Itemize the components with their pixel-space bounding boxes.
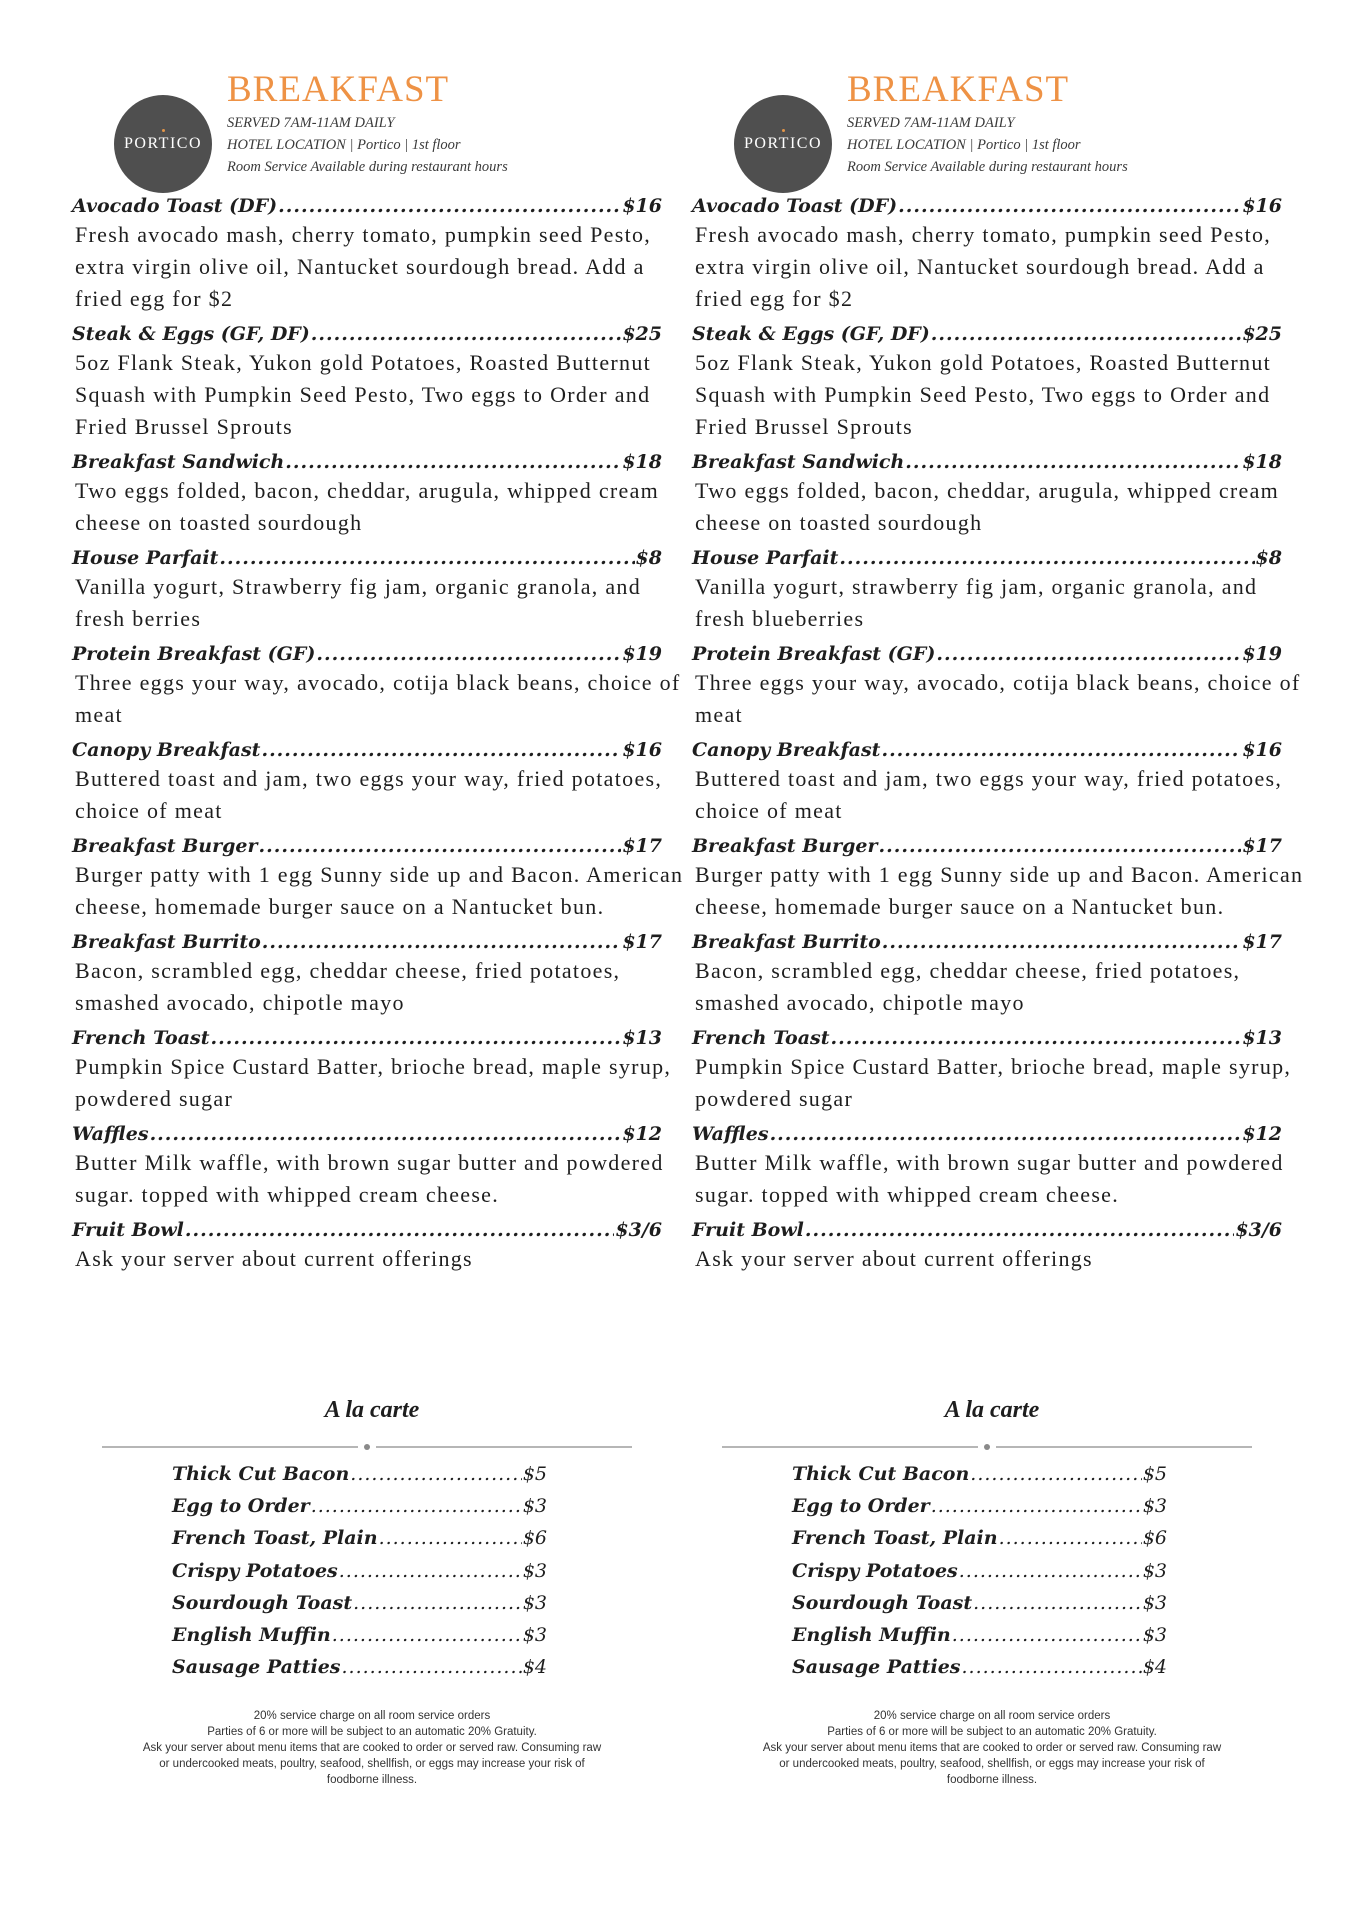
alacarte-name: English Muffin: [172, 1624, 331, 1647]
dot-leader: [278, 193, 621, 219]
dot-leader: [379, 1522, 522, 1554]
item-description: Fresh avocado mash, cherry tomato, pumpkin seed Pesto, extra virgin olive oil, Nantucket sourdough bread. Add a fried egg for $2: [75, 222, 652, 311]
dot-leader: [261, 737, 621, 763]
menu-item-heading: [692, 1025, 1282, 1051]
menu-item-heading: [692, 321, 1282, 347]
header-info-line: SERVED 7AM-11AM DAILY: [227, 115, 395, 131]
dot-leader: [999, 1522, 1142, 1554]
alacarte-price: $5: [522, 1463, 547, 1485]
dot-leader: [353, 1587, 522, 1619]
alacarte-name: Crispy Potatoes: [172, 1559, 338, 1582]
menu-header: [227, 68, 508, 178]
section-divider: [722, 1437, 1252, 1447]
item-price: $18: [622, 451, 662, 473]
dot-leader: [931, 1490, 1142, 1522]
alacarte-item: [172, 1555, 547, 1587]
alacarte-name: Crispy Potatoes: [792, 1559, 958, 1582]
item-name: Steak & Eggs (GF, DF): [692, 323, 930, 345]
item-name: Waffles: [692, 1123, 769, 1145]
item-price: $17: [622, 835, 662, 857]
item-description: Vanilla yogurt, Strawberry fig jam, organic granola, and fresh berries: [75, 574, 642, 631]
alacarte-name: Sausage Patties: [792, 1656, 961, 1679]
alacarte-item: [172, 1522, 547, 1554]
item-name: Breakfast Sandwich: [692, 451, 905, 473]
item-description: Three eggs your way, avocado, cotija black beans, choice of meat: [695, 670, 1301, 727]
menu-item: [72, 929, 672, 1019]
item-name: French Toast: [72, 1027, 210, 1049]
logo-text: PORTICO: [124, 135, 202, 152]
menu-title: BREAKFAST: [227, 69, 450, 110]
dot-leader: [339, 1555, 522, 1587]
alacarte-name: Egg to Order: [172, 1495, 310, 1518]
portico-logo: [114, 95, 212, 193]
alacarte-item: [172, 1458, 547, 1490]
item-description: 5oz Flank Steak, Yukon gold Potatoes, Roasted Butternut Squash with Pumpkin Seed Pesto, Two eggs to Order and Fried Brussel Sprouts: [75, 350, 652, 439]
dot-leader: [936, 641, 1241, 667]
dot-leader: [959, 1555, 1142, 1587]
alacarte-price: $3: [522, 1559, 547, 1582]
alacarte-list: [172, 1458, 552, 1683]
section-divider: [102, 1437, 632, 1447]
alacarte-item: [172, 1619, 547, 1651]
item-description: Ask your server about current offerings: [695, 1246, 1093, 1271]
alacarte-title: A la carte: [944, 1397, 1040, 1423]
item-name: Fruit Bowl: [72, 1219, 184, 1241]
dot-leader: [316, 641, 621, 667]
item-description: Vanilla yogurt, strawberry fig jam, organic granola, and fresh blueberries: [695, 574, 1258, 631]
alacarte-name: Thick Cut Bacon: [172, 1463, 350, 1485]
menu-item-heading: [692, 545, 1282, 571]
menu-item: [692, 641, 1301, 731]
item-description: Pumpkin Spice Custard Batter, brioche bread, maple syrup, powdered sugar: [75, 1054, 672, 1111]
dot-leader: [262, 929, 622, 955]
menu-item: [72, 737, 672, 827]
dot-leader: [350, 1458, 522, 1490]
menu-items: [692, 193, 1304, 1281]
alacarte-name: Sausage Patties: [172, 1656, 341, 1679]
dot-leader: [905, 449, 1241, 475]
alacarte-item: [172, 1587, 547, 1619]
menu-item-heading: [72, 641, 662, 667]
header-info-line: Room Service Available during restaurant hours: [847, 159, 1128, 175]
footer-notice: [692, 1708, 1292, 1788]
dot-leader: [805, 1217, 1234, 1243]
menu-item: [72, 1121, 672, 1211]
item-name: Breakfast Burger: [692, 835, 878, 857]
menu-item: [692, 545, 1292, 635]
menu-item: [692, 193, 1292, 315]
item-price: $16: [622, 739, 662, 761]
alacarte-name: Thick Cut Bacon: [792, 1463, 970, 1485]
dot-leader: [931, 321, 1242, 347]
menu-item: [72, 641, 681, 731]
footer-line: Ask your server about menu items that are cooked to order or served raw. Consuming raw: [762, 1742, 1222, 1754]
footer-line: or undercooked meats, poultry, seafood, shellfish, or eggs may increase your risk of: [159, 1758, 585, 1770]
item-description: Buttered toast and jam, two eggs your way, fried potatoes, choice of meat: [75, 766, 663, 823]
dot-leader: [311, 321, 622, 347]
item-price: $19: [622, 643, 662, 665]
menu-item-heading: [692, 929, 1282, 955]
item-name: Canopy Breakfast: [72, 739, 261, 761]
item-price: $16: [1242, 739, 1282, 761]
item-price: $17: [1242, 835, 1282, 857]
item-price: $3/6: [1235, 1219, 1282, 1241]
alacarte-title: A la carte: [324, 1397, 420, 1423]
item-name: Avocado Toast (DF): [692, 195, 898, 217]
item-name: Protein Breakfast (GF): [72, 643, 316, 665]
item-name: House Parfait: [72, 547, 219, 569]
footer-line: foodborne illness.: [946, 1774, 1038, 1786]
menu-item: [692, 737, 1292, 827]
menu-item-heading: [72, 193, 662, 219]
alacarte-item: [792, 1651, 1167, 1683]
menu-card-left: [72, 0, 692, 1921]
menu-item-heading: [692, 449, 1282, 475]
item-description: Butter Milk waffle, with brown sugar butter and powdered sugar. topped with whipped cream cheese.: [695, 1150, 1284, 1207]
menu-title: BREAKFAST: [847, 69, 1070, 110]
footer-line: 20% service charge on all room service orders: [253, 1710, 491, 1722]
item-price: $18: [1242, 451, 1282, 473]
menu-item-heading: [72, 449, 662, 475]
menu-item: [692, 1217, 1292, 1275]
menu-item: [72, 193, 672, 315]
alacarte-item: [172, 1490, 547, 1522]
alacarte-item: [172, 1651, 547, 1683]
alacarte-list: [792, 1458, 1172, 1683]
menu-item: [72, 833, 684, 923]
item-description: 5oz Flank Steak, Yukon gold Potatoes, Roasted Butternut Squash with Pumpkin Seed Pesto, Two eggs to Order and Fried Brussel Sprouts: [695, 350, 1272, 439]
item-price: $25: [622, 323, 662, 345]
dot-leader: [150, 1121, 622, 1147]
item-price: $19: [1242, 643, 1282, 665]
alacarte-item: [792, 1490, 1167, 1522]
menu-item: [72, 1025, 672, 1115]
footer-line: foodborne illness.: [326, 1774, 418, 1786]
menu-item-heading: [72, 321, 662, 347]
alacarte-price: $3: [522, 1591, 547, 1614]
item-price: $16: [1242, 195, 1282, 217]
alacarte-name: Sourdough Toast: [172, 1591, 353, 1614]
item-price: $17: [1242, 931, 1282, 953]
alacarte-name: French Toast, Plain: [172, 1527, 378, 1550]
item-name: Steak & Eggs (GF, DF): [72, 323, 310, 345]
menu-item-heading: [72, 929, 662, 955]
footer-notice: [72, 1708, 672, 1788]
dot-leader: [770, 1121, 1242, 1147]
dot-leader: [258, 833, 621, 859]
header-info-line: HOTEL LOCATION | Portico | 1st floor: [847, 137, 1081, 153]
header-info-line: Room Service Available during restaurant hours: [227, 159, 508, 175]
item-price: $25: [1242, 323, 1282, 345]
item-price: $8: [1255, 547, 1282, 569]
dot-leader: [311, 1490, 522, 1522]
menu-item: [692, 1025, 1292, 1115]
menu-item-heading: [692, 737, 1282, 763]
menu-header: [847, 68, 1128, 178]
menu-item-heading: [72, 1121, 662, 1147]
item-name: Waffles: [72, 1123, 149, 1145]
dot-leader: [210, 1025, 621, 1051]
item-description: Fresh avocado mash, cherry tomato, pumpkin seed Pesto, extra virgin olive oil, Nantucket sourdough bread. Add a fried egg for $2: [695, 222, 1272, 311]
dot-leader: [882, 929, 1242, 955]
menu-item-heading: [72, 1025, 662, 1051]
footer-line: Parties of 6 or more will be subject to an automatic 20% Gratuity.: [207, 1726, 537, 1738]
dot-leader: [342, 1651, 522, 1683]
footer-line: or undercooked meats, poultry, seafood, shellfish, or eggs may increase your risk of: [779, 1758, 1205, 1770]
item-name: Fruit Bowl: [692, 1219, 804, 1241]
menu-item-heading: [692, 1217, 1282, 1243]
menu-item-heading: [72, 1217, 662, 1243]
footer-line: Ask your server about menu items that are cooked to order or served raw. Consuming raw: [142, 1742, 602, 1754]
item-price: $13: [1242, 1027, 1282, 1049]
header-info-line: SERVED 7AM-11AM DAILY: [847, 115, 1015, 131]
menu-item: [72, 545, 672, 635]
menu-item: [692, 1121, 1292, 1211]
item-price: $12: [622, 1123, 662, 1145]
alacarte-price: $5: [1142, 1463, 1167, 1485]
menu-item: [72, 1217, 672, 1275]
item-name: House Parfait: [692, 547, 839, 569]
alacarte-name: Egg to Order: [792, 1495, 930, 1518]
dot-leader: [285, 449, 621, 475]
item-description: Two eggs folded, bacon, cheddar, arugula, whipped cream cheese on toasted sourdough: [695, 478, 1280, 535]
logo-text: PORTICO: [744, 135, 822, 152]
dot-leader: [973, 1587, 1142, 1619]
menu-item: [692, 321, 1292, 443]
footer-line: 20% service charge on all room service orders: [873, 1710, 1111, 1722]
alacarte-name: Sourdough Toast: [792, 1591, 973, 1614]
alacarte-price: $3: [1142, 1624, 1167, 1647]
item-name: Breakfast Burger: [72, 835, 258, 857]
dot-leader: [962, 1651, 1142, 1683]
item-description: Butter Milk waffle, with brown sugar butter and powdered sugar. topped with whipped cream cheese.: [75, 1150, 664, 1207]
dot-leader: [219, 545, 634, 571]
item-description: Pumpkin Spice Custard Batter, brioche bread, maple syrup, powdered sugar: [695, 1054, 1292, 1111]
dot-leader: [878, 833, 1241, 859]
item-name: French Toast: [692, 1027, 830, 1049]
item-description: Ask your server about current offerings: [75, 1246, 473, 1271]
alacarte-name: English Muffin: [792, 1624, 951, 1647]
alacarte-name: French Toast, Plain: [792, 1527, 998, 1550]
dot-leader: [332, 1619, 522, 1651]
menu-item: [72, 321, 672, 443]
menu-item-heading: [692, 1121, 1282, 1147]
item-description: Two eggs folded, bacon, cheddar, arugula, whipped cream cheese on toasted sourdough: [75, 478, 660, 535]
menu-item-heading: [692, 833, 1282, 859]
alacarte-item: [792, 1587, 1167, 1619]
menu-item-heading: [72, 737, 662, 763]
menu-item-heading: [692, 193, 1282, 219]
alacarte-price: $6: [522, 1527, 547, 1550]
item-price: $13: [622, 1027, 662, 1049]
alacarte-price: $3: [1142, 1591, 1167, 1614]
alacarte-price: $3: [1142, 1495, 1167, 1518]
logo-dot-mark: [782, 129, 785, 132]
alacarte-item: [792, 1555, 1167, 1587]
dot-leader: [839, 545, 1254, 571]
item-name: Protein Breakfast (GF): [692, 643, 936, 665]
alacarte-price: $3: [1142, 1559, 1167, 1582]
menu-item: [692, 929, 1292, 1019]
item-price: $8: [635, 547, 662, 569]
item-name: Breakfast Burrito: [692, 931, 881, 953]
alacarte-item: [792, 1522, 1167, 1554]
alacarte-price: $3: [522, 1624, 547, 1647]
logo-dot-mark: [162, 129, 165, 132]
menu-card-right: [692, 0, 1312, 1921]
alacarte-item: [792, 1458, 1167, 1490]
header-info-line: HOTEL LOCATION | Portico | 1st floor: [227, 137, 461, 153]
dot-leader: [952, 1619, 1142, 1651]
dot-leader: [970, 1458, 1142, 1490]
menu-item-heading: [72, 545, 662, 571]
item-name: Breakfast Sandwich: [72, 451, 285, 473]
item-price: $3/6: [615, 1219, 662, 1241]
menu-item: [72, 449, 672, 539]
menu-item-heading: [72, 833, 662, 859]
alacarte-price: $6: [1142, 1527, 1167, 1550]
item-price: $17: [622, 931, 662, 953]
alacarte-item: [792, 1619, 1167, 1651]
item-description: Bacon, scrambled egg, cheddar cheese, fried potatoes, smashed avocado, chipotle mayo: [695, 958, 1241, 1015]
menu-item: [692, 833, 1304, 923]
dot-leader: [898, 193, 1241, 219]
dot-leader: [881, 737, 1241, 763]
item-name: Breakfast Burrito: [72, 931, 261, 953]
alacarte-price: $4: [522, 1656, 547, 1679]
menu-item: [692, 449, 1292, 539]
menu-items: [72, 193, 684, 1281]
item-name: Canopy Breakfast: [692, 739, 881, 761]
item-price: $12: [1242, 1123, 1282, 1145]
item-description: Bacon, scrambled egg, cheddar cheese, fried potatoes, smashed avocado, chipotle mayo: [75, 958, 621, 1015]
portico-logo: [734, 95, 832, 193]
item-description: Burger patty with 1 egg Sunny side up and Bacon. American cheese, homemade burger sauce on a Nantucket bun.: [75, 862, 684, 919]
item-name: Avocado Toast (DF): [72, 195, 278, 217]
dot-leader: [830, 1025, 1241, 1051]
footer-line: Parties of 6 or more will be subject to an automatic 20% Gratuity.: [827, 1726, 1157, 1738]
item-description: Burger patty with 1 egg Sunny side up and Bacon. American cheese, homemade burger sauce on a Nantucket bun.: [695, 862, 1304, 919]
item-price: $16: [622, 195, 662, 217]
item-description: Three eggs your way, avocado, cotija black beans, choice of meat: [75, 670, 681, 727]
menu-item-heading: [692, 641, 1282, 667]
item-description: Buttered toast and jam, two eggs your way, fried potatoes, choice of meat: [695, 766, 1283, 823]
dot-leader: [185, 1217, 614, 1243]
alacarte-price: $3: [522, 1495, 547, 1518]
alacarte-price: $4: [1142, 1656, 1167, 1679]
